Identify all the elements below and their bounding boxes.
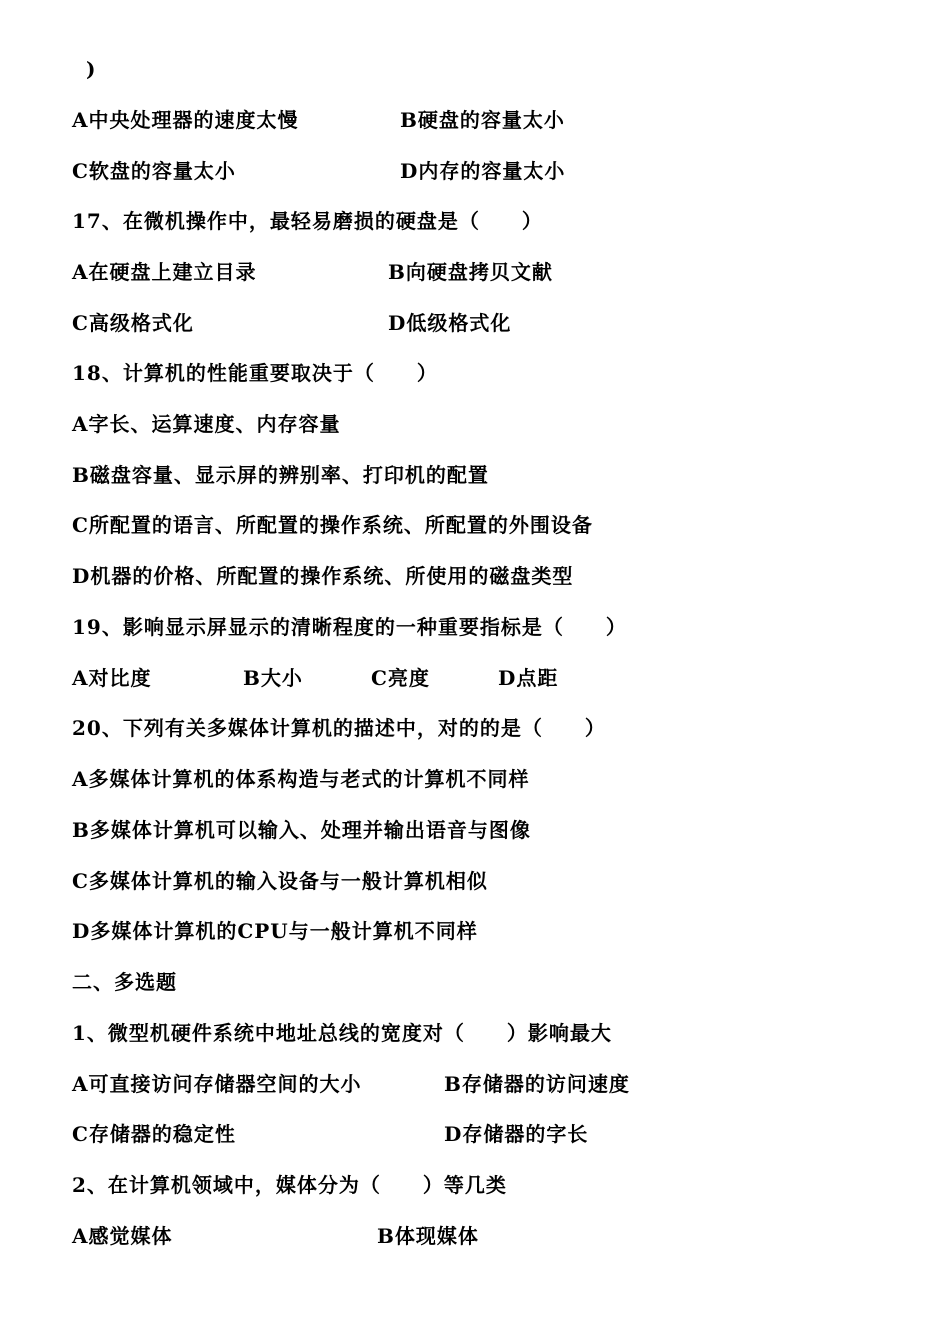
closing-paren: ) — [86, 57, 97, 81]
option-b: B硬盘的容量太小 — [400, 108, 565, 132]
option-b: B磁盘容量、显示屏的辨别率、打印机的配置 — [72, 463, 489, 487]
option-a: A中央处理器的速度太慢 — [72, 108, 299, 132]
option-b: B向硬盘拷贝文献 — [388, 260, 553, 284]
option-b: B存储器的访问速度 — [444, 1072, 630, 1096]
multi-question-1: 1、微型机硬件系统中地址总线的宽度对（ ）影响最大 — [72, 1021, 612, 1045]
option-d: D点距 — [498, 666, 559, 690]
question-18: 18、计算机的性能重要取决于（ ） — [72, 361, 438, 385]
option-d: D内存的容量太小 — [400, 159, 566, 183]
option-b: B多媒体计算机可以输入、处理并输出语音与图像 — [72, 818, 531, 842]
option-d: D存储器的字长 — [444, 1122, 589, 1146]
option-a: A感觉媒体 — [72, 1224, 173, 1248]
option-a: A可直接访问存储器空间的大小 — [72, 1072, 362, 1096]
option-c: C多媒体计算机的输入设备与一般计算机相似 — [72, 869, 488, 893]
option-c: C亮度 — [371, 666, 430, 690]
option-b: B大小 — [243, 666, 303, 690]
question-20: 20、下列有关多媒体计算机的描述中，对的的是（ ） — [72, 716, 606, 740]
option-d: D机器的价格、所配置的操作系统、所使用的磁盘类型 — [72, 564, 574, 588]
option-a: A在硬盘上建立目录 — [72, 260, 257, 284]
section-heading: 二、多选题 — [72, 970, 177, 994]
multi-question-2: 2、在计算机领域中，媒体分为（ ）等几类 — [72, 1173, 507, 1197]
option-a: A对比度 — [72, 666, 152, 690]
question-19: 19、影响显示屏显示的清晰程度的一种重要指标是（ ） — [72, 615, 627, 639]
option-c: C高级格式化 — [72, 311, 194, 335]
option-a: A字长、运算速度、内存容量 — [72, 412, 341, 436]
question-17: 17、在微机操作中，最轻易磨损的硬盘是（ ） — [72, 209, 543, 233]
option-a: A多媒体计算机的体系构造与老式的计算机不同样 — [72, 767, 530, 791]
option-c: C所配置的语言、所配置的操作系统、所配置的外围设备 — [72, 513, 593, 537]
option-d: D低级格式化 — [388, 311, 512, 335]
option-b: B体现媒体 — [377, 1224, 479, 1248]
option-c: C软盘的容量太小 — [72, 159, 236, 183]
option-d: D多媒体计算机的CPU与一般计算机不同样 — [72, 919, 478, 943]
option-c: C存储器的稳定性 — [72, 1122, 236, 1146]
